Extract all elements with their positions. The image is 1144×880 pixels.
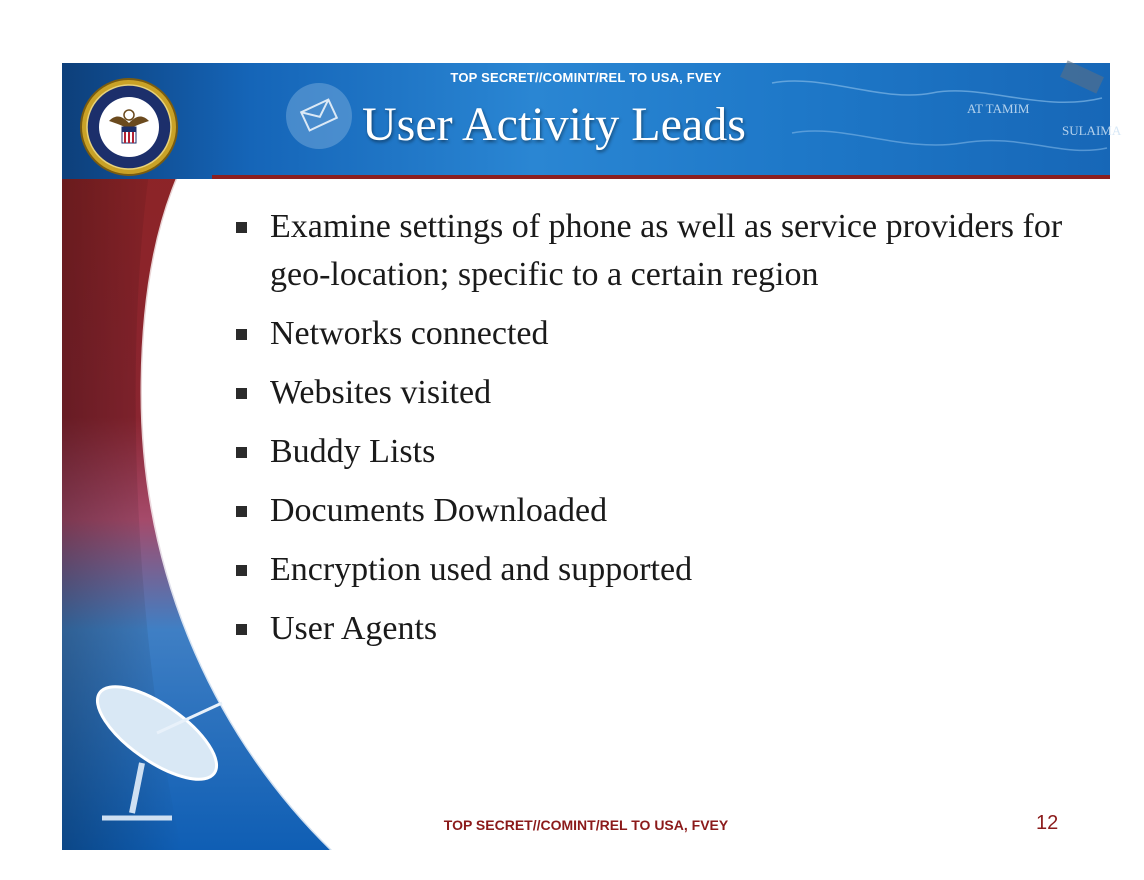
list-item [232, 203, 1072, 299]
bullet-text: Examine settings of phone as well as service providers for geo-location; specific to a certain region [270, 208, 1063, 293]
bullet-marker [236, 506, 247, 517]
header-divider [212, 175, 1110, 179]
list-item [232, 369, 1072, 417]
bullet-text: User Agents [270, 610, 438, 647]
bullet-text: Documents Downloaded [270, 492, 608, 529]
nsa-seal-icon [79, 77, 179, 177]
bullet-text: Websites visited [270, 374, 492, 411]
classification-banner-bottom: TOP SECRET//COMINT/REL TO USA, FVEY [443, 817, 729, 833]
bullet-text: Buddy Lists [270, 433, 436, 470]
bullet-list [232, 203, 1072, 664]
bullet-marker [236, 624, 247, 635]
page-number: 12 [1036, 812, 1059, 834]
list-item [232, 428, 1072, 476]
bullet-marker [236, 447, 247, 458]
bullet-text: Encryption used and supported [270, 551, 693, 588]
bullet-marker [236, 565, 247, 576]
slide [62, 63, 1122, 850]
envelope-icon [284, 81, 354, 151]
list-item [232, 487, 1072, 535]
map-label-sulaima: SULAIMA [1062, 123, 1122, 138]
map-label-at-tamim: AT TAMIM [967, 101, 1030, 116]
list-item [232, 605, 1072, 653]
classification-banner-top: TOP SECRET//COMINT/REL TO USA, FVEY [450, 70, 722, 85]
bullet-marker [236, 222, 247, 233]
list-item [232, 310, 1072, 358]
list-item [232, 546, 1072, 594]
bullet-marker [236, 329, 247, 340]
slide-title: User Activity Leads [362, 98, 746, 151]
bullet-marker [236, 388, 247, 399]
bullet-text: Networks connected [270, 315, 549, 352]
header-banner [62, 63, 1122, 179]
